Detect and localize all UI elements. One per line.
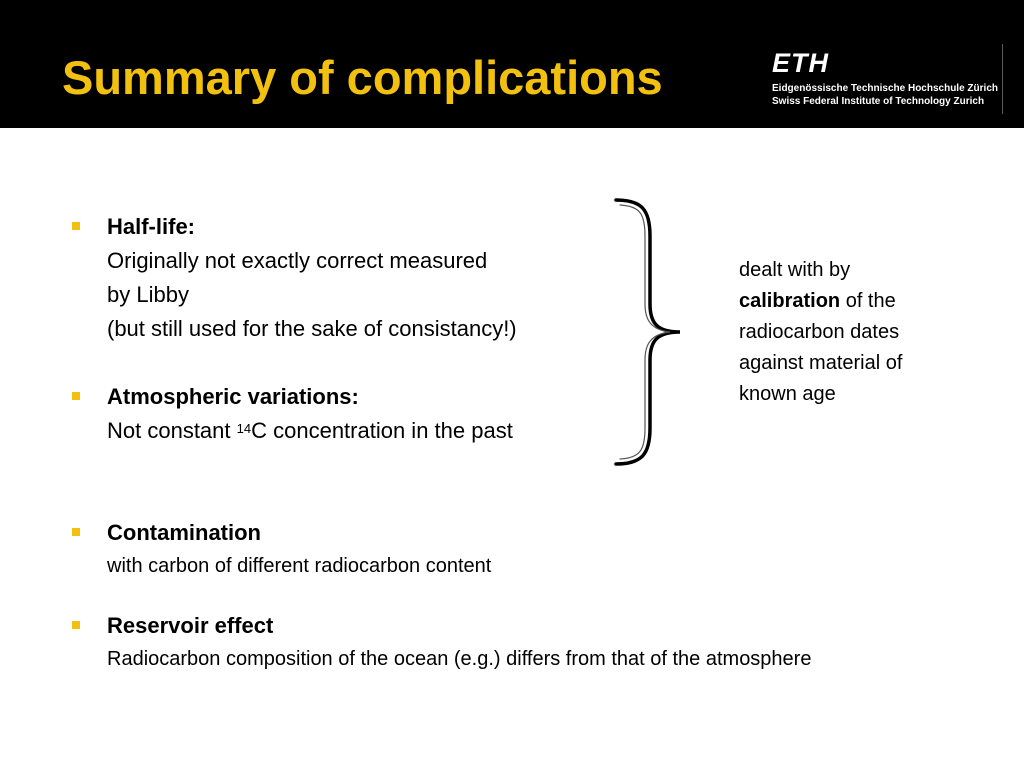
square-bullet-icon — [72, 222, 80, 230]
item-heading: Half-life: — [107, 214, 195, 239]
note-line — [739, 286, 902, 317]
note-line: radiocarbon dates — [739, 321, 900, 343]
note-line-rest: of the — [840, 290, 896, 312]
item-line — [107, 414, 513, 448]
item-line: Radiocarbon composition of the ocean (e.g.) differs from that of the atmosphere — [107, 648, 812, 670]
eth-logo — [762, 44, 1003, 114]
square-bullet-icon — [72, 621, 80, 629]
note-bold-calibration: calibration — [739, 290, 841, 312]
slide-header — [0, 0, 1024, 128]
calibration-note — [739, 255, 902, 410]
eth-logo-line-english: Swiss Federal Institute of Technology Zurich — [772, 96, 985, 107]
item-line: with carbon of different radiocarbon content — [107, 555, 492, 577]
curly-brace-icon — [610, 196, 690, 471]
square-bullet-icon — [72, 528, 80, 536]
note-line: known age — [739, 383, 836, 405]
note-line: against material of — [739, 352, 903, 374]
slide-title: Summary of complications — [62, 51, 663, 104]
isotope-superscript: 14 — [236, 421, 252, 436]
item-line-prefix: Not constant — [107, 418, 237, 443]
item-line: by Libby — [107, 282, 189, 307]
item-heading: Atmospheric variations: — [107, 384, 359, 409]
item-line: (but still used for the sake of consistancy!) — [107, 316, 517, 341]
square-bullet-icon — [72, 392, 80, 400]
item-line-suffix: C concentration in the past — [251, 418, 513, 443]
item-heading: Reservoir effect — [107, 613, 274, 638]
note-line: dealt with by — [739, 259, 851, 281]
eth-logo-line-german: Eidgenössische Technische Hochschule Zürich — [772, 83, 998, 94]
item-line: Originally not exactly correct measured — [107, 248, 488, 273]
eth-logo-mark: ETH — [772, 48, 829, 78]
item-heading: Contamination — [107, 520, 261, 545]
